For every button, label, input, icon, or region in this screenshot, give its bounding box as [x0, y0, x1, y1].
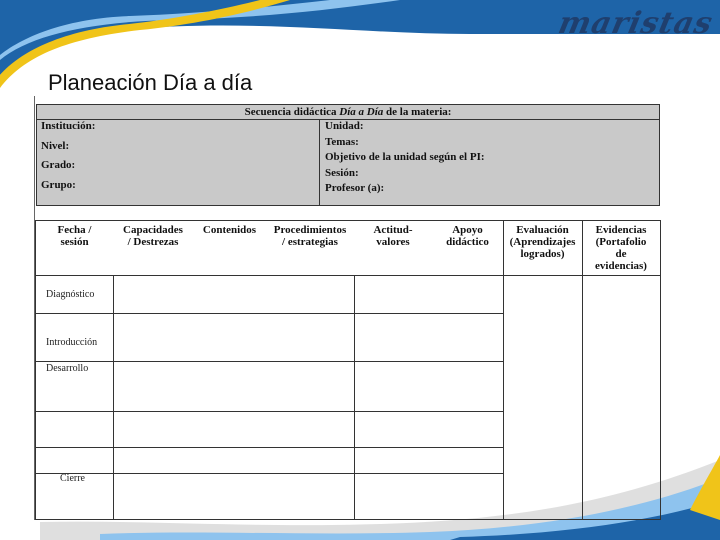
planning-grid — [35, 220, 661, 520]
column-header-line: logrados) — [520, 248, 565, 260]
column-header — [36, 224, 113, 248]
slide-title: Planeación Día a día — [48, 70, 253, 95]
header-rule — [36, 275, 660, 276]
column-header — [503, 224, 582, 260]
info-divider — [319, 119, 320, 206]
maristas-logo: maristas — [554, 6, 716, 41]
column-header — [432, 224, 503, 248]
sequence-info-table — [36, 104, 660, 206]
row-label: Cierre — [60, 473, 85, 484]
header-prefix: Secuencia didáctica — [244, 106, 340, 118]
column-header — [113, 224, 193, 248]
field-sesion: Sesión: — [325, 167, 359, 179]
field-temas: Temas: — [325, 136, 359, 148]
row-rule — [36, 313, 503, 314]
row-label: Desarrollo — [46, 363, 89, 374]
column-header-line: / Destrezas — [127, 236, 179, 248]
column-header — [193, 224, 266, 236]
field-grado: Grado: — [41, 159, 76, 171]
column-header-line: Evaluación — [516, 224, 569, 236]
row-rule — [36, 447, 503, 448]
column-header — [354, 224, 432, 248]
column-header-line: Procedimientos — [273, 224, 347, 236]
column-header-line: (Portafolio — [595, 236, 647, 248]
field-profesor: Profesor (a): — [325, 182, 385, 194]
column-header-line: Evidencias — [595, 224, 647, 236]
column-rule — [503, 221, 504, 519]
column-header-line: (Aprendizajes — [509, 236, 576, 248]
row-label: Introducción — [46, 337, 98, 348]
field-nivel: Nivel: — [41, 140, 70, 152]
row-rule — [36, 411, 503, 412]
column-header-line: Contenidos — [202, 224, 257, 236]
field-objetivo: Objetivo de la unidad según el PI: — [325, 151, 485, 163]
column-header-line: / estrategias — [282, 236, 338, 248]
column-header-line: Apoyo — [452, 224, 483, 236]
header-emphasis: Día a Día — [339, 106, 384, 118]
column-rule — [582, 221, 583, 519]
row-rule — [36, 473, 503, 474]
row-rule — [36, 361, 503, 362]
row-label: Diagnóstico — [46, 289, 95, 300]
column-rule — [354, 275, 355, 519]
field-institucion: Institución: — [41, 120, 96, 132]
field-unidad: Unidad: — [325, 120, 364, 132]
column-header-line: evidencias) — [595, 260, 647, 272]
column-header-line: de — [615, 248, 627, 260]
column-header — [582, 224, 660, 272]
column-header — [266, 224, 354, 248]
column-header-line: valores — [376, 236, 410, 248]
column-header-line: didáctico — [446, 236, 489, 248]
column-header-line: sesión — [60, 236, 89, 248]
field-grupo: Grupo: — [41, 179, 76, 191]
column-header-line: Fecha / — [57, 224, 92, 236]
column-header-line: Actitud- — [373, 224, 413, 236]
column-header-line: Capacidades — [123, 224, 183, 236]
header-suffix: de la materia: — [383, 106, 452, 118]
column-rule — [113, 275, 114, 519]
sequence-header — [37, 105, 659, 120]
